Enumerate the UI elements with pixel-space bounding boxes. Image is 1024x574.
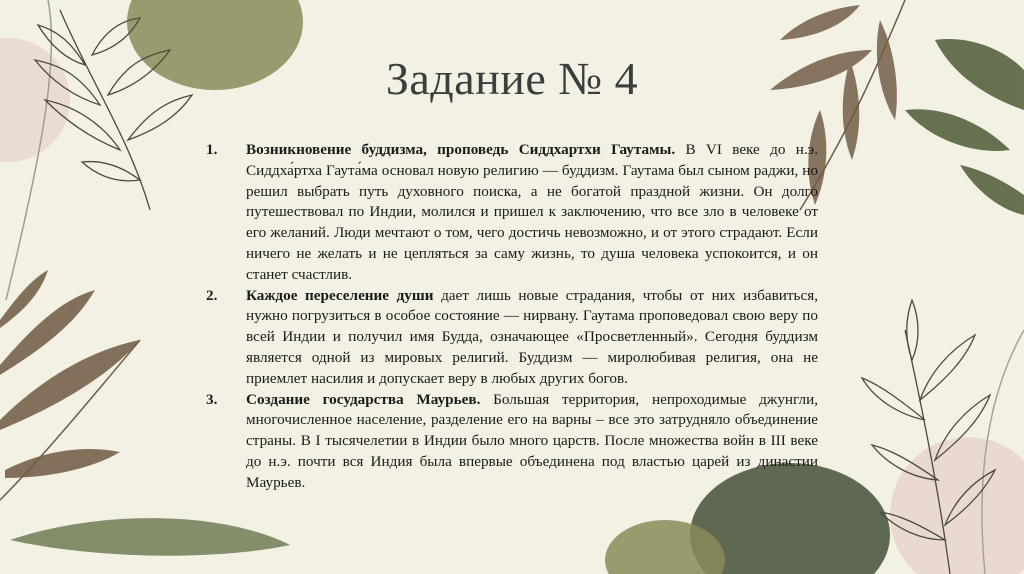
task-content	[206, 140, 818, 494]
item-number: 1.	[206, 141, 218, 158]
item-lead: Каждое переселение души	[246, 286, 434, 304]
green-leaf-bottom	[10, 518, 290, 556]
slide-title: Задание № 4	[385, 53, 639, 104]
list-item	[206, 286, 818, 390]
item-text: дает лишь новые страдания, чтобы от них избавиться, нужно погрузиться в особое состояние — нирвану. Гаутама проповедовал свою веру по всей Индии и получил имя Будда, означающее «Просветленный». Сегодня буддизм является одной из мировых религий. Буддизм — миролюбивая религия, она не приемлет насилия и допускает веру в любых других богов.	[246, 286, 818, 387]
item-number: 2.	[206, 286, 218, 304]
item-lead: Возникновение буддизма, проповедь Сиддхартхи Гаутамы.	[246, 141, 676, 158]
list-item	[206, 140, 818, 286]
list-item	[206, 390, 818, 494]
task-list	[206, 140, 818, 494]
item-lead: Создание государства Маурьев.	[246, 390, 481, 408]
blush-circle-bottom-right	[890, 437, 1024, 574]
brown-leaves-bottom-left	[0, 270, 140, 478]
item-number: 3.	[206, 390, 218, 408]
item-text: Большая территория, непроходимые джунгли, многочисленное население, разделение его на варны – все это затрудняло объединение страны. В I тысячелетии в Индии было много царств. После множества войн в III веке до н.э. почти вся Индия была впервые объединена под властью царей из династии Маурьев.	[246, 390, 818, 491]
item-text: В VI веке до н.э. Сиддха́ртха Гаута́ма основал новую религию — буддизм. Гаутама был сыном раджи, но решил выбрать путь духовного поиска, а не богатой праздной жизни. Он долго путешествовал по Индии, молился и пришел к заключению, что все зло в человеке от его желаний. Люди мечтают о том, чего достичь невозможно, и от этого страдают. Если ничего не желать и не цепляться за саму жизнь, то душа человека успокоится, и он станет счастлив.	[246, 141, 819, 283]
